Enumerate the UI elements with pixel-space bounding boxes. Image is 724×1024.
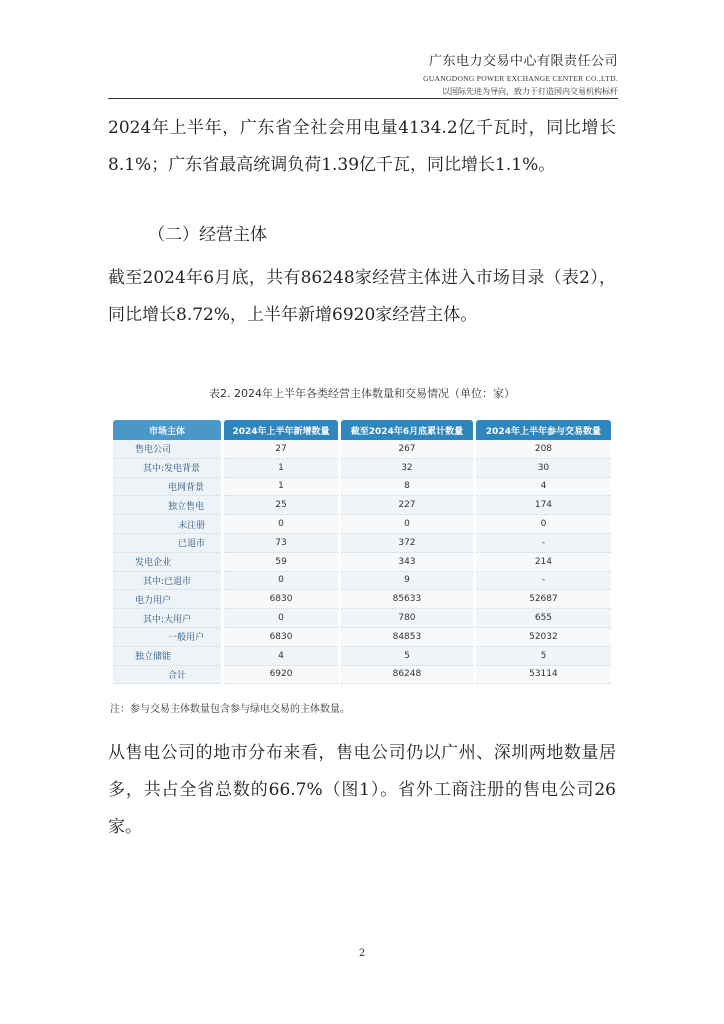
- cell-traded: 208: [476, 440, 611, 459]
- table-row: [113, 478, 611, 497]
- cell-traded: 214: [476, 553, 611, 572]
- table-header-row: [113, 420, 611, 440]
- column-header-traded: 2024年上半年参与交易数量: [476, 420, 611, 440]
- table-row: [113, 534, 611, 553]
- row-label: 已退市: [113, 534, 221, 553]
- paragraph-market-entities: 截至2024年6月底，共有86248家经营主体进入市场目录（表2），同比增长8.72%，上半年新增6920家经营主体。: [108, 268, 616, 325]
- cell-total: 5: [341, 647, 473, 666]
- cell-traded: 0: [476, 515, 611, 534]
- cell-new: 73: [224, 534, 338, 553]
- table-row-total: [113, 666, 611, 685]
- page-number: 2: [358, 948, 366, 959]
- paragraph-retail-distribution: 从售电公司的地市分布来看，售电公司仍以广州、深圳两地数量居多，共占全省总数的66.7%（图1）。省外工商注册的售电公司26家。: [108, 743, 616, 837]
- cell-total: 227: [341, 496, 473, 515]
- cell-traded: 53114: [476, 666, 611, 685]
- cell-traded: 52687: [476, 590, 611, 609]
- cell-total: 267: [341, 440, 473, 459]
- row-label: 发电企业: [113, 553, 221, 572]
- company-name: 广东电力交易中心有限责任公司: [428, 54, 618, 69]
- cell-new: 25: [224, 496, 338, 515]
- table-row: [113, 647, 611, 666]
- section-heading: （二）经营主体: [148, 225, 267, 245]
- column-header-entity: 市场主体: [113, 420, 221, 440]
- cell-new: 1: [224, 478, 338, 497]
- cell-new: 0: [224, 515, 338, 534]
- cell-total: 86248: [341, 666, 473, 685]
- cell-total: 780: [341, 609, 473, 628]
- company-name-en: GUANGDONG POWER EXCHANGE CENTER CO.,LTD.: [423, 74, 618, 83]
- column-header-total: 截至2024年6月底累计数量: [341, 420, 473, 440]
- cell-new: 4: [224, 647, 338, 666]
- table-caption: 表2. 2024年上半年各类经营主体数量和交易情况（单位：家）: [209, 387, 515, 400]
- row-label: 售电公司: [113, 440, 221, 459]
- row-label: 其中:大用户: [113, 609, 221, 628]
- table-row: [113, 553, 611, 572]
- cell-total: 0: [341, 515, 473, 534]
- cell-traded: 5: [476, 647, 611, 666]
- market-entity-table: [110, 420, 614, 682]
- cell-new: 6920: [224, 666, 338, 685]
- cell-total: 84853: [341, 628, 473, 647]
- table-row: [113, 609, 611, 628]
- header-divider: [108, 98, 618, 99]
- row-label: 合计: [113, 666, 221, 685]
- cell-total: 372: [341, 534, 473, 553]
- company-slogan: 以国际先进为导向，致力于打造国内交易机构标杆: [442, 87, 618, 96]
- cell-traded: 174: [476, 496, 611, 515]
- cell-total: 8: [341, 478, 473, 497]
- cell-new: 27: [224, 440, 338, 459]
- row-label: 未注册: [113, 515, 221, 534]
- row-label: 电力用户: [113, 590, 221, 609]
- table-row: [113, 515, 611, 534]
- row-label: 其中:已退市: [113, 572, 221, 591]
- cell-new: 6830: [224, 590, 338, 609]
- table-note: 注：参与交易主体数量包含参与绿电交易的主体数量。: [110, 704, 350, 715]
- cell-total: 343: [341, 553, 473, 572]
- cell-total: 32: [341, 459, 473, 478]
- table-row: [113, 572, 611, 591]
- table-row: [113, 628, 611, 647]
- cell-new: 6830: [224, 628, 338, 647]
- cell-total: 9: [341, 572, 473, 591]
- row-label: 独立售电: [113, 496, 221, 515]
- table-row: [113, 459, 611, 478]
- cell-new: 0: [224, 609, 338, 628]
- table-row: [113, 590, 611, 609]
- data-table: [110, 420, 614, 684]
- cell-new: 0: [224, 572, 338, 591]
- document-header: [358, 50, 618, 97]
- cell-new: 1: [224, 459, 338, 478]
- row-label: 一般用户: [113, 628, 221, 647]
- paragraph-electricity-consumption: 2024年上半年，广东省全社会用电量4134.2亿千瓦时，同比增长8.1%；广东省最高统调负荷1.39亿千瓦，同比增长1.1%。: [108, 118, 616, 175]
- cell-traded: 52032: [476, 628, 611, 647]
- cell-traded: 4: [476, 478, 611, 497]
- table-row: [113, 440, 611, 459]
- row-label: 其中:发电背景: [113, 459, 221, 478]
- cell-traded: 30: [476, 459, 611, 478]
- cell-new: 59: [224, 553, 338, 572]
- cell-traded: 655: [476, 609, 611, 628]
- row-label: 独立储能: [113, 647, 221, 666]
- table-row: [113, 496, 611, 515]
- column-header-new: 2024年上半年新增数量: [224, 420, 338, 440]
- cell-traded: -: [476, 572, 611, 591]
- row-label: 电网背景: [113, 478, 221, 497]
- cell-traded: -: [476, 534, 611, 553]
- cell-total: 85633: [341, 590, 473, 609]
